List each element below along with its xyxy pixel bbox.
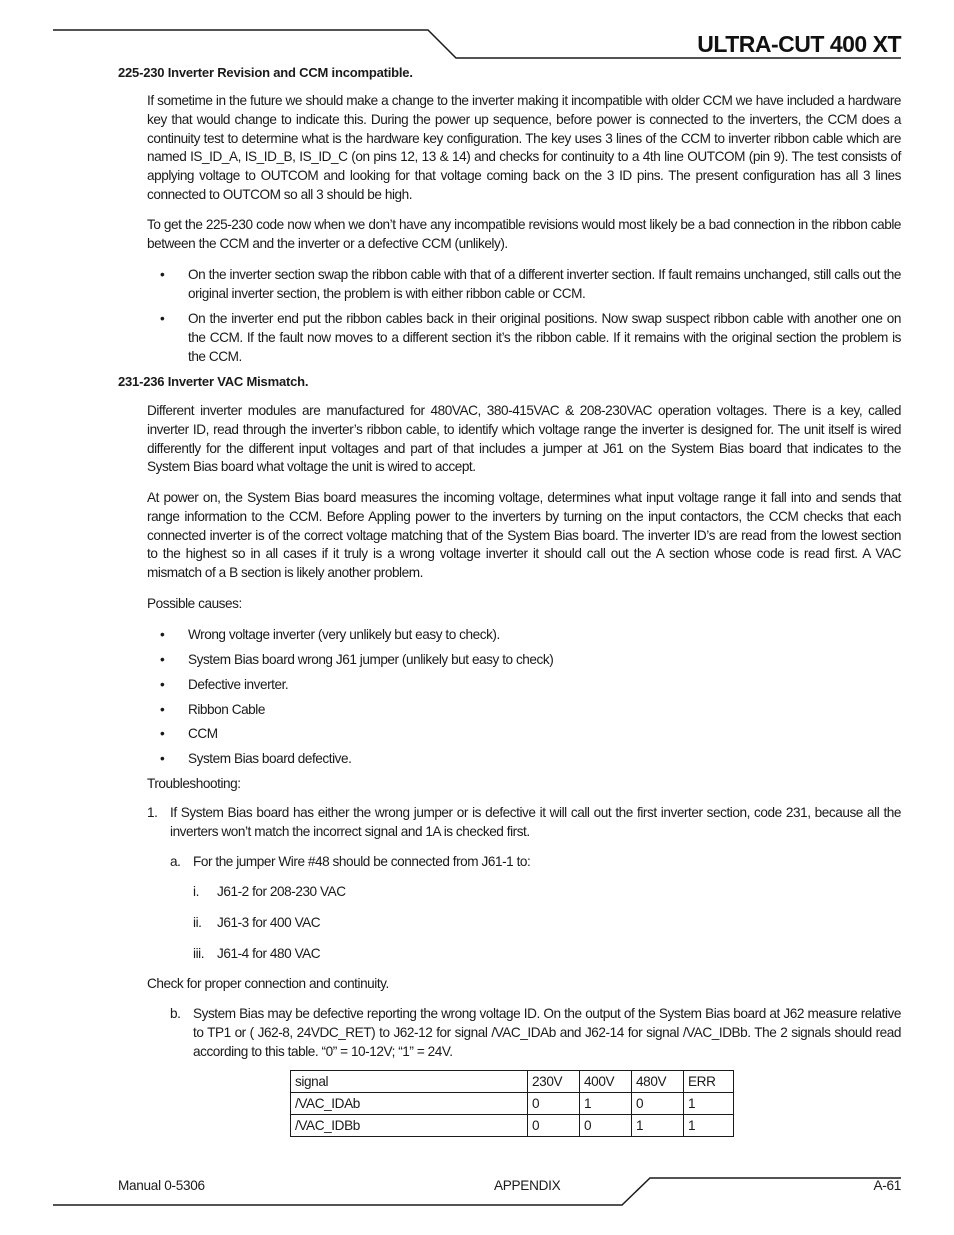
footer-section-name: APPENDIX [494, 1178, 561, 1193]
check-continuity-text: Check for proper connection and continuity. [147, 976, 389, 991]
paragraph-225-230-cause: To get the 225-230 code now when we don’t have any incompatible revisions would most likely be a bad connection in the ribbon cable between the CCM and the inverter or a defective CCM (unlikely). [147, 217, 901, 251]
roman-text: J61-3 for 400 VAC [217, 915, 321, 930]
table-header-row [291, 1071, 734, 1093]
step-number: 1. [147, 805, 158, 820]
bullet-icon: • [160, 677, 165, 692]
table-cell: 0 [580, 1115, 632, 1137]
list-item-text: CCM [188, 726, 218, 741]
table-cell: 0 [632, 1093, 684, 1115]
roman-numeral: i. [193, 884, 199, 899]
list-item-text: On the inverter end put the ribbon cables back in their original positions. Now swap suspect ribbon cable with another one on the CCM. If the fault now moves to a different section it’s the ribbon cable. If it remains with the original section the problem is the CCM. [188, 311, 901, 364]
list-item-text: System Bias board defective. [188, 751, 352, 766]
list-item-text: System Bias board wrong J61 jumper (unlikely but easy to check) [188, 652, 554, 667]
bullet-icon: • [160, 267, 165, 282]
roman-text: J61-4 for 480 VAC [217, 946, 321, 961]
substep-a [170, 853, 901, 872]
roman-numeral: iii. [193, 946, 205, 961]
paragraph-power-on: At power on, the System Bias board measures the incoming voltage, determines what input voltage range it fall into and sends that range information to the CCM. Before Appling power to the inverters by turning on the input contactors, the CCM checks that each connected inverter is of the correct voltage matching that of the System Bias board. The inverter ID’s are read from the lowest section to the highest so in all cases if it truly is a wrong voltage inverter it should call out the A section whose code is read first. A VAC mismatch of a B section is likely another problem. [147, 490, 901, 581]
bullet-icon: • [160, 311, 165, 326]
bullet-icon: • [160, 652, 165, 667]
roman-numeral: ii. [193, 915, 202, 930]
signal-table [290, 1070, 734, 1137]
table-cell: 1 [580, 1093, 632, 1115]
step-text: If System Bias board has either the wrong jumper or is defective it will call out the first inverter section, code 231, because all the inverters won’t match the incorrect signal and 1A is checked first. [170, 805, 901, 839]
table-cell: 0 [528, 1093, 580, 1115]
troubleshooting-label: Troubleshooting: [147, 776, 241, 791]
list-item-text: Wrong voltage inverter (very unlikely but easy to check). [188, 627, 500, 642]
table-cell: 1 [632, 1115, 684, 1137]
list-item-text: On the inverter section swap the ribbon cable with that of a different inverter section. If fault remains unchanged, still calls out the original inverter section, the problem is with either ribbon cable or CCM. [188, 267, 901, 301]
paragraph-inverter-id: Different inverter modules are manufactured for 480VAC, 380-415VAC & 208-230VAC operation voltages. There is a key, called inverter ID, read through the inverter’s ribbon cable, to identify which voltage range the inverter is designed for. The unit itself is wired differently for the different input voltages and part of that includes a jumper at J61 on the System Bias board that indicates to the System Bias board what voltage the unit is wired to accept. [147, 403, 901, 475]
step-letter: a. [170, 854, 181, 869]
table-header-cell: 400V [580, 1071, 632, 1093]
roman-text: J61-2 for 208-230 VAC [217, 884, 346, 899]
list-item [160, 626, 901, 645]
list-item [160, 676, 901, 695]
table-cell: 1 [684, 1093, 734, 1115]
list-item [160, 651, 901, 670]
roman-item [193, 883, 593, 902]
list-item-text: Ribbon Cable [188, 702, 265, 717]
list-item-text: Defective inverter. [188, 677, 289, 692]
bullet-icon: • [160, 726, 165, 741]
step-letter: b. [170, 1006, 181, 1021]
roman-item [193, 945, 593, 964]
table-cell: /VAC_IDBb [291, 1115, 528, 1137]
list-item [160, 701, 901, 720]
roman-item [193, 914, 593, 933]
step-text: For the jumper Wire #48 should be connected from J61-1 to: [193, 854, 531, 869]
section-title-231-236: 231-236 Inverter VAC Mismatch. [118, 374, 309, 389]
list-item [160, 310, 901, 366]
bullet-icon: • [160, 702, 165, 717]
table-cell: /VAC_IDAb [291, 1093, 528, 1115]
table-header-cell: signal [291, 1071, 528, 1093]
section-title-225-230: 225-230 Inverter Revision and CCM incompatible. [118, 65, 413, 80]
table-cell: 1 [684, 1115, 734, 1137]
bullet-icon: • [160, 627, 165, 642]
footer-manual-number: Manual 0-5306 [118, 1178, 205, 1193]
numbered-step-1 [147, 804, 901, 842]
table-header-cell: ERR [684, 1071, 734, 1093]
list-item [160, 725, 901, 744]
list-item [160, 266, 901, 304]
step-text: System Bias may be defective reporting the wrong voltage ID. On the output of the System Bias board at J62 measure relative to TP1 or ( J62-8, 24VDC_RET) to J62-12 for signal /VAC_IDAb and J62-14 for signal /VAC_IDBb. The 2 signals should read according to this table. “0” = 10-12V; “1” = 24V. [193, 1006, 901, 1059]
table-header-cell: 230V [528, 1071, 580, 1093]
substep-b [170, 1005, 901, 1061]
footer-page-number: A-61 [873, 1178, 901, 1193]
brand-title: ULTRA-CUT 400 XT [697, 31, 901, 57]
table-cell: 0 [528, 1115, 580, 1137]
possible-causes-label: Possible causes: [147, 596, 242, 611]
table-row [291, 1115, 734, 1137]
paragraph-hardware-key: If sometime in the future we should make a change to the inverter making it incompatible with older CCM we have included a hardware key that would change to indicate this. During the power up sequence, before power is connected to the inverters, the CCM does a continuity test to determine what is the hardware key configuration. The key uses 3 lines of the CCM to inverter ribbon cable which are named IS_ID_A, IS_ID_B, IS_ID_C (on pins 12, 13 & 14) and checks for continuity to a 4th line OUTCOM (pin 9). The test consists of applying voltage to OUTCOM and looking for that voltage coming back on the 3 ID pins. The present configuration has all 3 lines connected to OUTCOM so all 3 should be high. [147, 93, 901, 202]
bullet-icon: • [160, 751, 165, 766]
list-item [160, 750, 901, 769]
table-header-cell: 480V [632, 1071, 684, 1093]
table-row [291, 1093, 734, 1115]
